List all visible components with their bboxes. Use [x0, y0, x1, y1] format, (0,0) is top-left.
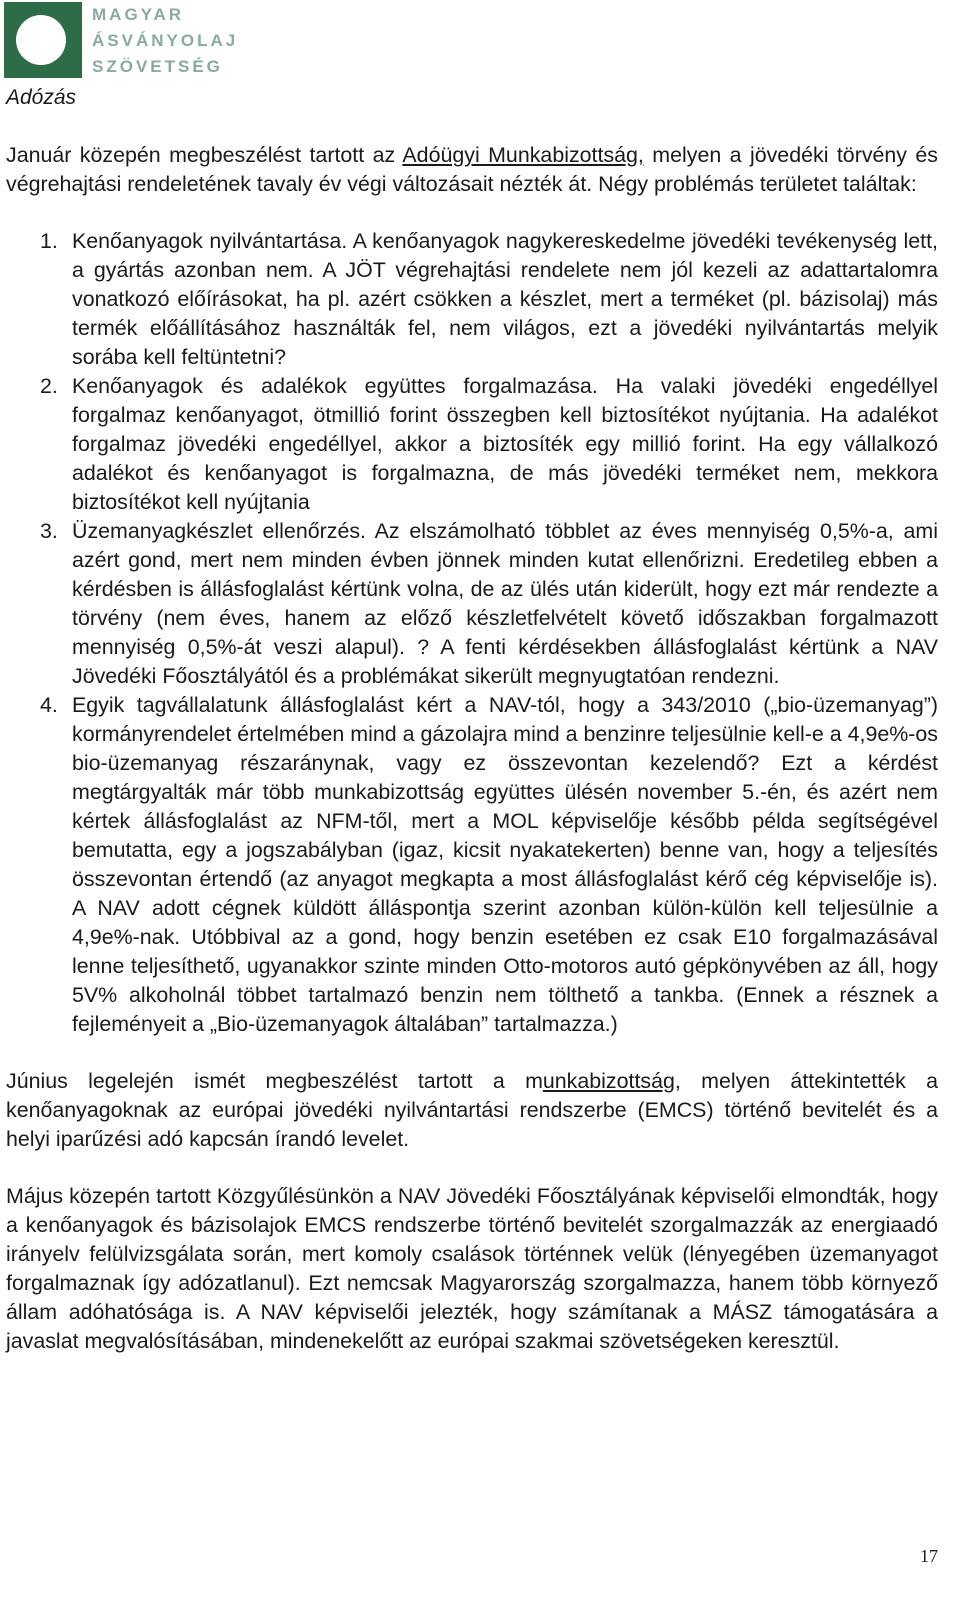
may-paragraph: Május közepén tartott Közgyűlésünkön a NAV Jövedéki Főosztályának képviselői elmondták, hogy a kenőanyagok és bázisolajok EMCS rendszerbe történő bevitelét szorgalmazzák az energiaadó irányelv felülvizsgálata során, mert komoly csalások történnek velük (lényegében üzemanyagot forgalmaznak így adózatlanul). Ezt nemcsak Magyarország szorgalmazza, hanem több környező állam adóhatósága is. A NAV képviselői jelezték, hogy számítanak a MÁSZ támogatására a javaslat megvalósításában, mindenekelőtt az európai szakmai szövetségeken keresztül.	[6, 1184, 938, 1353]
list-item	[6, 517, 938, 691]
association-logo	[4, 2, 254, 82]
page-number: 17	[920, 1546, 938, 1566]
committee-link[interactable]: Adóügyi Munkabizottság,	[402, 143, 644, 167]
intro-paragraph	[6, 141, 938, 199]
workgroup-link[interactable]: unkabizottság	[542, 1069, 675, 1093]
intro-text-before: Január közepén megbeszélést tartott az	[6, 143, 403, 167]
list-item-number: 4.	[40, 693, 58, 717]
list-item-number: 2.	[40, 374, 58, 398]
logo-circle-icon	[16, 15, 66, 65]
intro-text-after: melyen a jövedéki törvény és végrehajtási rendeletének tavaly év végi változásait nézték át. Négy problémás területet találtak:	[6, 143, 938, 196]
logo-wordmark	[92, 2, 238, 80]
list-item-text: Egyik tagvállalatunk állásfoglalást kért a NAV-tól, hogy a 343/2010 („bio-üzemanyag”) kormányrendelet értelmében mind a gázolajra mind a benzinre teljesülnie kell-e a 4,9e%-os bio-üzemanyag részaránynak, vagy ez összevontan kezelendő? Ezt a kérdést megtárgyalták már több munkabizottság együttes ülésén november 5.-én, és azért nem kértek állásfoglalást az NFM-től, mert a MOL képviselője később példa segítségével bemutatta, egy a jogszabályban (igaz, kicsit nyakatekerten) benne van, hogy a teljesítés összevontan értendő (az anyagot megkapta a most állásfoglalást kérő cég képviselője is). A NAV adott cégnek küldött álláspontja szerint azonban külön-külön kell teljesülnie a 4,9e%-nak. Utóbbival az a gond, hogy benzin esetében ez csak E10 forgalmazásával lenne teljesíthető, ugyanakkor szinte minden Otto-motoros autó gépkönyvében az áll, hogy 5V% alkoholnál többet tartalmazó benzin nem tölthető a tankba. (Ennek a résznek a fejleményeit a „Bio-üzemanyagok általában” tartalmazza.)	[72, 693, 938, 1036]
logo-line-1: MAGYAR	[92, 5, 184, 24]
issues-list	[6, 227, 938, 1039]
list-item-number: 3.	[40, 519, 58, 543]
logo-mark	[4, 2, 82, 78]
june-text-before: Június legelején ismét megbeszélést tartott a m	[6, 1069, 543, 1093]
document-body	[6, 141, 938, 1356]
list-item-text: Kenőanyagok és adalékok együttes forgalmazása. Ha valaki jövedéki engedéllyel forgalmaz kenőanyagot, ötmillió forint összegben kell biztosítékot nyújtania. Ha adalékot forgalmaz jövedéki engedéllyel, akkor a biztosíték egy millió forint. Ha egy vállalkozó adalékot és kenőanyagot is forgalmazna, de más jövedéki terméket nem, mekkora biztosítékot kell nyújtania	[72, 374, 938, 514]
june-text-after: , melyen áttekintették a kenőanyagoknak az európai jövedéki nyilvántartási rendszerbe (EMCS) történő bevitelét és a helyi iparűzési adó kapcsán írandó levelet.	[6, 1069, 938, 1151]
list-item	[6, 372, 938, 517]
logo-line-3: SZÖVETSÉG	[92, 57, 223, 76]
june-paragraph	[6, 1067, 938, 1154]
list-item-text: Kenőanyagok nyilvántartása. A kenőanyagok nagykereskedelme jövedéki tevékenység lett, a gyártás azonban nem. A JÖT végrehajtási rendelete nem jól kezeli az adattartalomra vonatkozó előírásokat, ha pl. azért csökken a készlet, mert a terméket (pl. bázisolaj) más termék előállításához használták fel, nem világos, ezt a jövedéki nyilvántartás melyik sorába kell feltüntetni?	[72, 229, 938, 369]
list-item	[6, 691, 938, 1039]
section-title: Adózás	[6, 86, 77, 109]
list-item-number: 1.	[40, 229, 58, 253]
list-item-text: Üzemanyagkészlet ellenőrzés. Az elszámolható többlet az éves mennyiség 0,5%-a, ami azért gond, mert nem minden évben jönnek minden kutat ellenőrizni. Eredetileg ebben a kérdésben is állásfoglalást kértünk volna, de az ülés után kiderült, hogy ezt már rendezte a törvény (nem éves, hanem az előző készletfelvételt követő időszakban forgalmazott mennyiség 0,5%-át veszi alapul). ? A fenti kérdésekben állásfoglalást kértünk a NAV Jövedéki Főosztályától és a problémákat sikerült megnyugtatóan rendezni.	[72, 519, 938, 688]
list-item	[6, 227, 938, 372]
logo-line-2: ÁSVÁNYOLAJ	[92, 31, 239, 50]
